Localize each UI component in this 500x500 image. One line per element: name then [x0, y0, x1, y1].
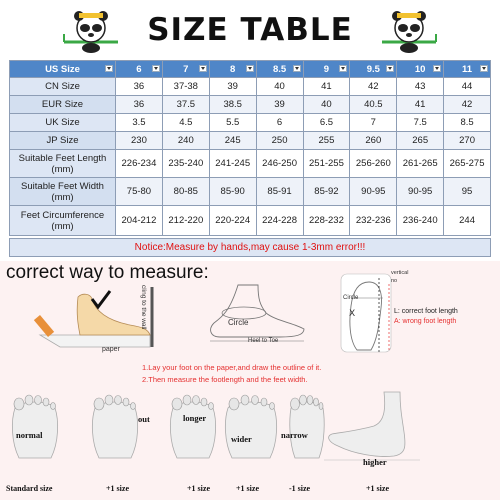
heel-to-toe-label: Heel to Toe	[248, 338, 279, 344]
table-cell: 235-240	[162, 150, 209, 178]
table-cell: 8.5	[444, 114, 491, 132]
size-adjust-label: +1 size	[236, 484, 259, 493]
foot-side-illustration	[200, 283, 310, 345]
table-cell: 250	[256, 132, 303, 150]
row-label: UK Size	[10, 114, 116, 132]
foot-icon	[322, 388, 422, 466]
table-cell: 38.5	[209, 96, 256, 114]
size-adjust-label: Standard size	[6, 484, 53, 493]
table-cell: 85-90	[209, 178, 256, 206]
table-cell: 265	[397, 132, 444, 150]
dropdown-icon[interactable]	[433, 65, 441, 72]
vertical-label-2: no	[391, 278, 398, 284]
header-cell[interactable]: 11	[444, 61, 491, 78]
table-cell: 251-255	[303, 150, 350, 178]
table-cell: 232-236	[350, 206, 397, 236]
table-cell: 245	[209, 132, 256, 150]
table-cell: 41	[397, 96, 444, 114]
dropdown-icon[interactable]	[339, 65, 347, 72]
table-cell: 40	[256, 78, 303, 96]
table-cell: 40.5	[350, 96, 397, 114]
cling-label: cling to the wall	[140, 285, 147, 330]
table-header-row	[10, 61, 491, 78]
foot-icon	[85, 392, 143, 462]
paper-label: paper	[102, 346, 120, 353]
table-cell: 261-265	[397, 150, 444, 178]
table-cell: 256-260	[350, 150, 397, 178]
size-adjust-label: +1 size	[187, 484, 210, 493]
table-cell: 204-212	[116, 206, 163, 236]
table-cell: 3.5	[116, 114, 163, 132]
foot-type-label: narrow	[281, 430, 308, 440]
size-adjust-label: +1 size	[366, 484, 389, 493]
size-table	[9, 60, 491, 236]
table-cell: 220-224	[209, 206, 256, 236]
dropdown-icon[interactable]	[152, 65, 160, 72]
table-cell: 75-80	[116, 178, 163, 206]
header-cell[interactable]: US Size	[10, 61, 116, 78]
row-label: Suitable Feet Length (mm)	[10, 150, 116, 178]
foot-icon	[5, 392, 63, 462]
row-label: CN Size	[10, 78, 116, 96]
table-cell: 228-232	[303, 206, 350, 236]
size-adjust-label: -1 size	[289, 484, 311, 493]
foot-type-label: wider	[231, 434, 252, 444]
legend-correct: L: correct foot length	[394, 308, 458, 315]
vertical-label: vertical	[391, 270, 409, 276]
header-cell[interactable]: 8	[209, 61, 256, 78]
table-cell: 241-245	[209, 150, 256, 178]
table-row	[10, 150, 491, 178]
header-cell[interactable]: 8.5	[256, 61, 303, 78]
dropdown-icon[interactable]	[199, 65, 207, 72]
table-cell: 37-38	[162, 78, 209, 96]
table-cell: 265-275	[444, 150, 491, 178]
table-cell: 95	[444, 178, 491, 206]
dropdown-icon[interactable]	[386, 65, 394, 72]
table-cell: 6.5	[303, 114, 350, 132]
foot-type-label: out	[138, 414, 150, 424]
table-cell: 41	[303, 78, 350, 96]
step-1: 1.Lay your foot on the paper,and draw the outline of it.	[142, 363, 322, 372]
circle-label: Circle	[228, 318, 249, 327]
page-title: SIZE TABLE	[147, 12, 353, 48]
table-row	[10, 78, 491, 96]
header-cell[interactable]: 9	[303, 61, 350, 78]
table-cell: 42	[444, 96, 491, 114]
table-cell: 244	[444, 206, 491, 236]
table-row	[10, 114, 491, 132]
table-cell: 4.5	[162, 114, 209, 132]
dropdown-icon[interactable]	[480, 65, 488, 72]
header-cell[interactable]: 10	[397, 61, 444, 78]
table-cell: 212-220	[162, 206, 209, 236]
table-cell: 44	[444, 78, 491, 96]
table-cell: 36	[116, 96, 163, 114]
header-cell[interactable]: 6	[116, 61, 163, 78]
dropdown-icon[interactable]	[105, 65, 113, 72]
measure-title: correct way to measure:	[6, 262, 209, 283]
step-2: 2.Then measure the footlength and the feet width.	[142, 375, 308, 384]
notice-bar: Notice:Measure by hands,may cause 1-3mm error!!!	[9, 238, 491, 257]
table-cell: 40	[303, 96, 350, 114]
legend-wrong: A: wrong foot length	[394, 318, 457, 325]
row-label: Feet Circumference (mm)	[10, 206, 116, 236]
row-label: Suitable Feet Width (mm)	[10, 178, 116, 206]
table-cell: 39	[209, 78, 256, 96]
table-cell: 90-95	[397, 178, 444, 206]
table-cell: 6	[256, 114, 303, 132]
table-cell: 90-95	[350, 178, 397, 206]
dropdown-icon[interactable]	[293, 65, 301, 72]
table-cell: 85-92	[303, 178, 350, 206]
table-row	[10, 96, 491, 114]
table-cell: 39	[256, 96, 303, 114]
table-row	[10, 178, 491, 206]
row-label: EUR Size	[10, 96, 116, 114]
dropdown-icon[interactable]	[246, 65, 254, 72]
table-cell: 37.5	[162, 96, 209, 114]
row-label: JP Size	[10, 132, 116, 150]
table-cell: 226-234	[116, 150, 163, 178]
table-cell: 85-91	[256, 178, 303, 206]
table-row	[10, 132, 491, 150]
table-cell: 80-85	[162, 178, 209, 206]
header-cell[interactable]: 7	[162, 61, 209, 78]
table-cell: 43	[397, 78, 444, 96]
table-cell: 230	[116, 132, 163, 150]
table-cell: 36	[116, 78, 163, 96]
table-cell: 7	[350, 114, 397, 132]
table-cell: 260	[350, 132, 397, 150]
table-row	[10, 206, 491, 236]
table-cell: 224-228	[256, 206, 303, 236]
table-cell: 42	[350, 78, 397, 96]
table-cell: 240	[162, 132, 209, 150]
circle-label-2: Circle	[343, 295, 359, 301]
foot-icon	[222, 392, 280, 462]
foot-type-label: higher	[363, 457, 387, 467]
foot-type-label: normal	[16, 430, 43, 440]
foot-icon	[163, 392, 221, 462]
table-cell: 5.5	[209, 114, 256, 132]
panda-icon	[380, 4, 438, 54]
size-adjust-label: +1 size	[106, 484, 129, 493]
table-cell: 270	[444, 132, 491, 150]
svg-text:X: X	[349, 309, 356, 319]
table-cell: 246-250	[256, 150, 303, 178]
table-cell: 236-240	[397, 206, 444, 236]
header-cell[interactable]: 9.5	[350, 61, 397, 78]
foot-type-label: longer	[183, 413, 207, 423]
table-cell: 255	[303, 132, 350, 150]
table-cell: 7.5	[397, 114, 444, 132]
